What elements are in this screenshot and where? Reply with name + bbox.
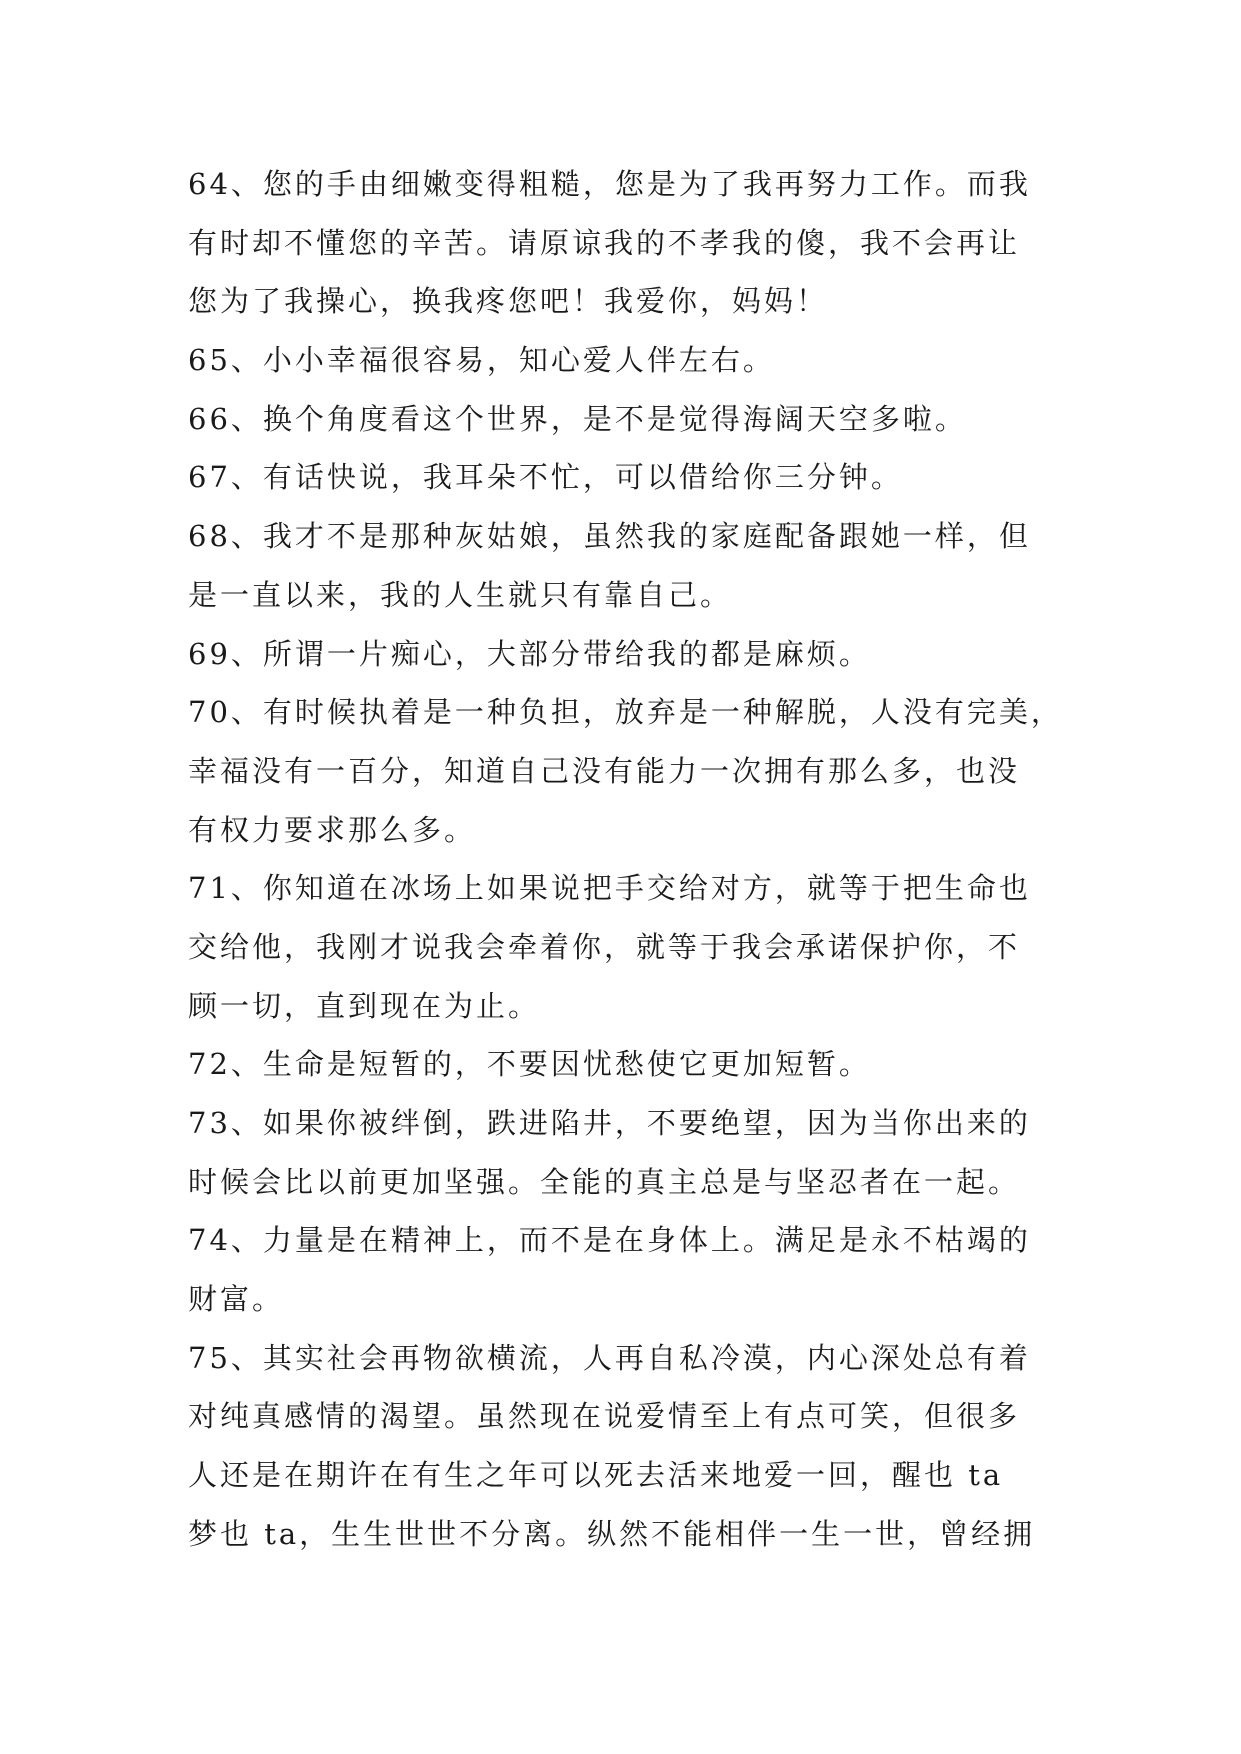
text-line: 67、有话快说，我耳朵不忙，可以借给你三分钟。	[188, 460, 903, 495]
text-line: 顾一切，直到现在为止。	[188, 988, 541, 1023]
text-line: 财富。	[188, 1282, 285, 1317]
text-line: 70、有时候执着是一种负担，放弃是一种解脱，人没有完美，	[188, 695, 1063, 730]
text-line: 时候会比以前更加坚强。全能的真主总是与坚忍者在一起。	[188, 1164, 1021, 1199]
text-line: 您为了我操心，换我疼您吧！我爱你，妈妈！	[188, 284, 829, 319]
text-line: 64、您的手由细嫩变得粗糙，您是为了我再努力工作。而我	[188, 167, 1031, 201]
text-line: 是一直以来，我的人生就只有靠自己。	[188, 577, 733, 612]
text-line: 65、小小幸福很容易，知心爱人伴左右。	[188, 343, 775, 378]
text-line: 有时却不懂您的辛苦。请原谅我的不孝我的傻，我不会再让	[188, 225, 1021, 260]
text-line: 交给他，我刚才说我会牵着你，就等于我会承诺保护你，不	[188, 929, 1021, 964]
text-line: 72、生命是短暂的，不要因忧愁使它更加短暂。	[188, 1047, 871, 1082]
document-body	[188, 155, 1088, 1564]
text-line: 幸福没有一百分，知道自己没有能力一次拥有那么多，也没	[188, 753, 1021, 788]
text-line: 68、我才不是那种灰姑娘，虽然我的家庭配备跟她一样，但	[188, 519, 1031, 554]
text-line: 有权力要求那么多。	[188, 812, 477, 847]
text-line: 梦也 ta，生生世世不分离。纵然不能相伴一生一世，曾经拥	[188, 1516, 1036, 1551]
text-line: 人还是在期许在有生之年可以死去活来地爱一回，醒也 ta	[188, 1458, 1004, 1493]
text-line: 69、所谓一片痴心，大部分带给我的都是麻烦。	[188, 636, 871, 671]
text-line: 75、其实社会再物欲横流，人再自私冷漠，内心深处总有着	[188, 1340, 1031, 1375]
text-line: 74、力量是在精神上，而不是在身体上。满足是永不枯竭的	[188, 1223, 1031, 1258]
text-line: 66、换个角度看这个世界，是不是觉得海阔天空多啦。	[188, 401, 967, 436]
text-line: 71、你知道在冰场上如果说把手交给对方，就等于把生命也	[188, 871, 1031, 906]
text-line: 对纯真感情的渴望。虽然现在说爱情至上有点可笑，但很多	[188, 1399, 1021, 1434]
text-line: 73、如果你被绊倒，跌进陷井，不要绝望，因为当你出来的	[188, 1106, 1031, 1140]
